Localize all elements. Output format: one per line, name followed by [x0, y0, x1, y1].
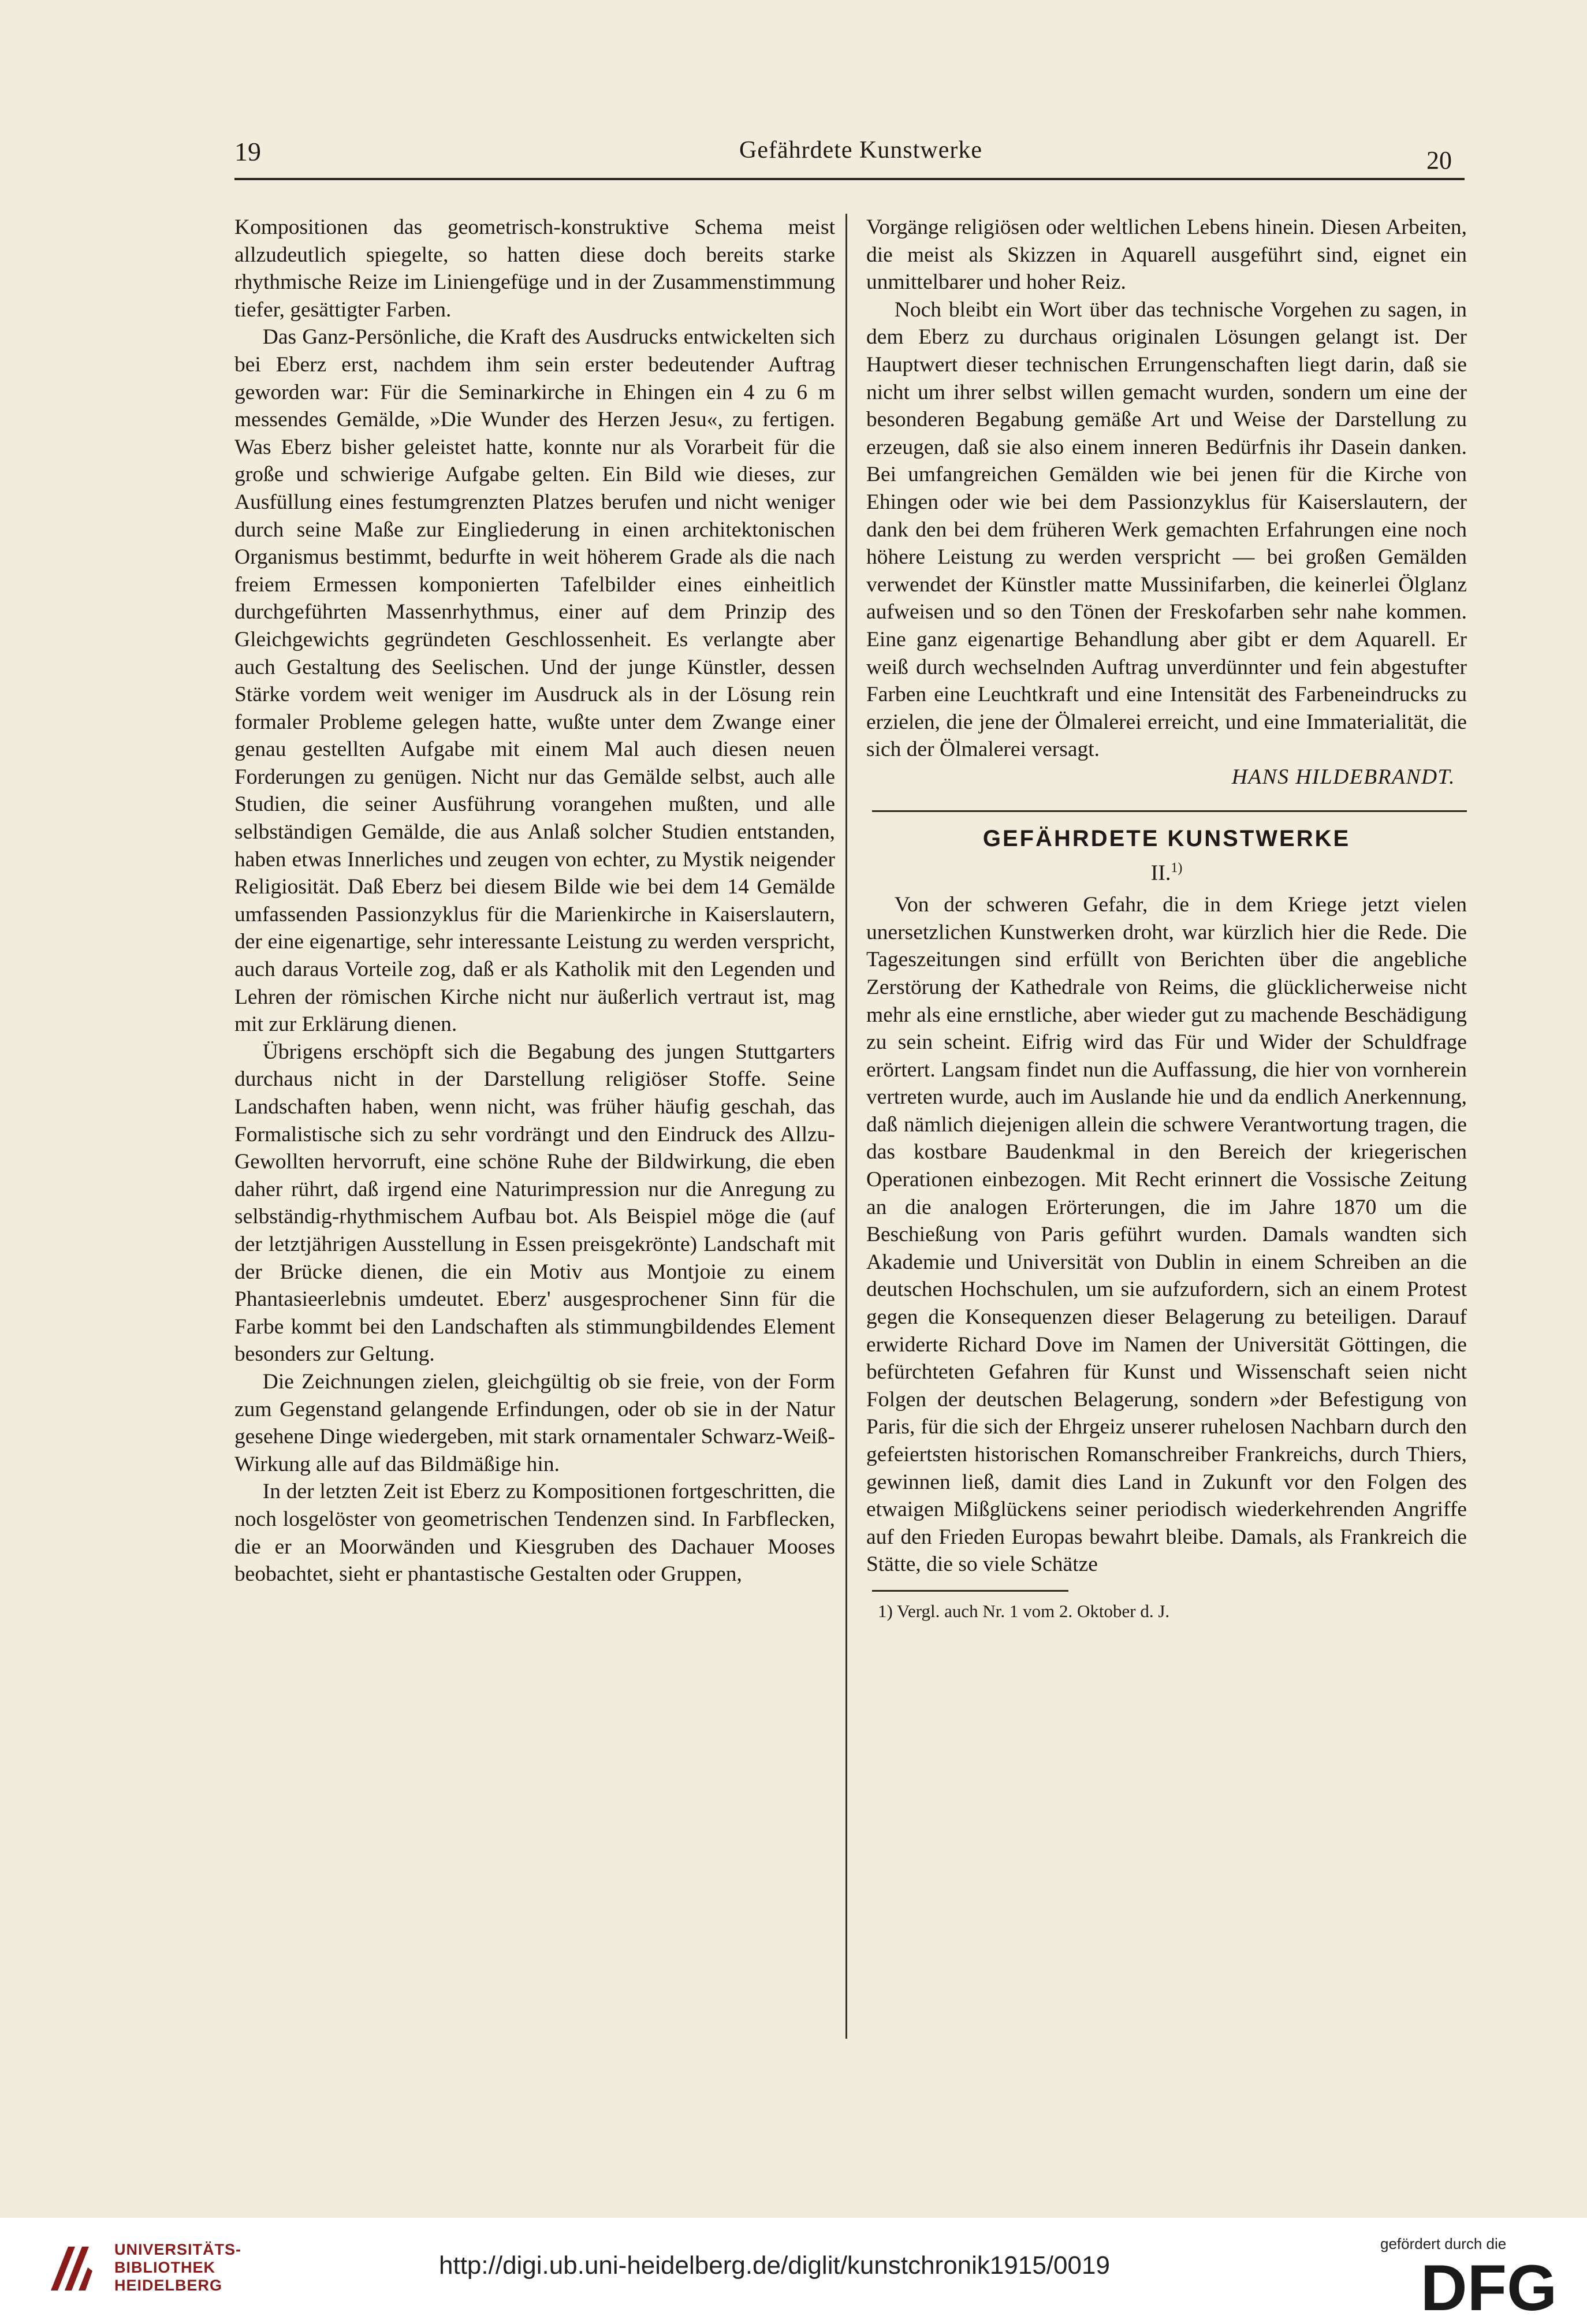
running-title: Gefährdete Kunstwerke [739, 137, 982, 163]
column-divider [845, 214, 847, 2039]
dfg-logo-text: DFG [1420, 2259, 1558, 2315]
library-name-line: BIBLIOTHEK [114, 2259, 215, 2276]
author-signature: HANS HILDEBRANDT. [1231, 765, 1455, 789]
paragraph: Die Zeichnungen zielen, gleichgültig ob sie freie, von der Form zum Gegenstand gelangende Erfindungen, oder ob sie in der Natur gesehene Dinge wiedergeben, mit stark ornamentaler Schwarz-Weiß-Wirkung alle auf das Bildmäßige hin. [234, 1369, 835, 1476]
header-rule [234, 178, 1465, 180]
page-number-left: 19 [234, 137, 261, 166]
footnote: 1) Vergl. auch Nr. 1 vom 2. Oktober d. J. [878, 1600, 1170, 1621]
section-rule [872, 810, 1467, 812]
section-heading: GEFÄHRDETE KUNSTWERKE [982, 826, 1351, 852]
paragraph: Vorgänge religiösen oder weltlichen Lebens hinein. Diesen Arbeiten, die meist als Skizzen in Aquarell ausgeführt sind, eignet ein unmittelbarer und hoher Reiz. [866, 215, 1467, 295]
page-content [214, 133, 1473, 2189]
footnote-rule [872, 1590, 1068, 1592]
paragraph: Von der schweren Gefahr, die in dem Kriege jetzt vielen unersetzlichen Kunstwerken droht, war kürzlich hier die Rede. Die Tageszeitungen sind erfüllt von Berichten über die angebliche Zerstörung der Kathedrale von Reims, die glücklicherweise nicht mehr als eine ernstliche, aber wieder gut zu machende Beschädigung zu sein scheint. Eifrig wird das Für und Wider der Schuldfrage erörtert. Langsam findet nun die Auffassung, die hier von vornherein vertreten wurde, auch im Auslande hie und da endlich Anerkennung, daß nämlich diejenigen allein die schwere Verantwortung tragen, die das kostbare Baudenkmal in den Bereich der kriegerischen Operationen einbezogen. Mit Recht erinnert die Vossische Zeitung an die analogen Erörterungen, die im Jahre 1870 um die Beschießung von Paris geführt wurden. Damals wandten sich Akademie und Universität von Dublin in einem Schreiben an die deutschen Hochschulen, um sie aufzufordern, sich an einem Protest gegen die Konsequenzen dieser Belagerung zu beteiligen. Darauf erwiderte Richard Dove im Namen der Universität Göttingen, die befürchteten Gefahren für Kunst und Wissenschaft seien nicht Folgen der deutschen Belagerung, sondern »der Befestigung von Paris, für die sich der Ehrgeiz unserer ruhelosen Nachbarn durch den gefeiertsten historischen Romanschreiber Frankreichs, durch Thiers, gewinnen ließ, damit dies Land in Zukunft vor den Folgen des etwaigen Mißglückens seiner periodisch wiederkehrenden Angriffe auf den Frieden Europas bewahrt bleibe. Damals, als Frankreich die Stätte, die so viele Schätze [866, 893, 1467, 1577]
ub-heidelberg-logo-icon [45, 2241, 100, 2296]
right-column [866, 214, 1467, 1623]
footnote-marker: 1) [1171, 861, 1183, 876]
source-url-link[interactable]: http://digi.ub.uni-heidelberg.de/diglit/kunstchronik1915/0019 [439, 2251, 1110, 2280]
library-name-line: HEIDELBERG [114, 2277, 223, 2294]
page-number-right: 20 [1426, 146, 1452, 174]
footer [0, 2218, 1587, 2324]
library-name-line: UNIVERSITÄTS- [114, 2241, 242, 2258]
paragraph: Kompositionen das geometrisch-konstruktive Schema meist allzudeutlich spiegelte, so hatten diese doch bereits starke rhythmische Reize im Liniengefüge und in der Zusammenstimmung tiefer, gesättigter Farben. [234, 215, 835, 322]
library-name [114, 2241, 241, 2295]
running-head [214, 133, 1473, 196]
section-number-text: II. [1150, 861, 1171, 886]
paragraph: Übrigens erschöpft sich die Begabung des jungen Stuttgarters durchaus nicht in der Darstellung religiöser Stoffe. Seine Landschaften haben, wenn nicht, was früher häufig geschah, das Formalistische sich zu sehr vordrängt und den Eindruck des Allzu-Gewollten hervorruft, eine schöne Ruhe der Bildwirkung, die eben daher rührt, daß irgend eine Naturimpression nur die Anregung zu selbständig-rhythmischem Aufbau bot. Als Beispiel möge die (auf der letztjährigen Ausstellung in Essen preisgekrönte) Landschaft mit der Brücke dienen, die ein Motiv aus Montjoie zu einem Phantasieerlebnis umdeutet. Eberz' ausgesprochener Sinn für die Farbe kommt bei den Landschaften als stimmungbildendes Element besonders zur Geltung. [234, 1040, 835, 1366]
dfg-logo-icon [1409, 2259, 1569, 2315]
paragraph: Das Ganz-Persönliche, die Kraft des Ausdrucks entwickelten sich bei Eberz erst, nachdem ihm sein erster bedeutender Auftrag geworden war: Für die Seminarkirche in Ehingen ein 4 zu 6 m messendes Gemälde, »Die Wunder des Herzen Jesu«, zu fertigen. Was Eberz bisher geleistet hatte, konnte nur als Vorarbeit für die große und schwierige Aufgabe gelten. Ein Bild wie dieses, zur Ausfüllung eines festumgrenzten Platzes berufen und nicht weniger durch seine Maße zur Eingliederung in einen architektonischen Organismus bestimmt, bedurfte in weit höherem Grade als die nach freiem Ermessen komponierten Tafelbilder eines einheitlich durchgeführten Massenrhythmus, einer auf dem Prinzip des Gleichgewichts gegründeten Geschlossenheit. Es verlangte aber auch Gestaltung des Seelischen. Und der junge Künstler, dessen Stärke vordem weit weniger im Ausdruck als in der Lösung rein formaler Probleme gelegen hatte, wußte unter dem Zwange einer genau gestellten Aufgabe mit einem Mal auch diesen neuen Forderungen zu genügen. Nicht nur das Gemälde selbst, auch alle Studien, die seiner Ausführung vorangehen mußten, und alle selbständigen Gemälde, die aus Anlaß solcher Studien entstanden, haben etwas Innerliches und zeugen von echter, zu Mystik neigender Religiosität. Daß Eberz bei diesem Bilde wie bei dem 14 Gemälde umfassenden Passionzyklus für die Marienkirche in Kaiserslautern, der eine eigenartige, sehr interessante Leistung zu werden verspricht, auch daraus Vorteile zog, daß er als Katholik mit den Legenden und Lehren der römischen Kirche nicht nur äußerlich vertraut ist, mag mit zur Erklärung dienen. [234, 325, 835, 1037]
paragraph: Noch bleibt ein Wort über das technische Vorgehen zu sagen, in dem Eberz zu durchaus originalen Lösungen gelangt ist. Der Hauptwert dieser technischen Errungenschaften liegt darin, daß sie nicht um ihrer selbst willen gemacht wurden, sondern um eine der besonderen Begabung gemäße Art und Weise der Darstellung zu erzeugen, daß sie also einem inneren Bedürfnis ihr Dasein danken. Bei umfangreichen Gemälden wie bei jenen für die Kirche von Ehingen oder wie bei dem Passionzyklus für Kaiserslautern, der dank den bei dem früheren Werk gemachten Erfahrungen eine noch höhere Leistung zu werden verspricht — bei großen Gemälden verwendet der Künstler matte Mussinifarben, die keinerlei Ölglanz aufweisen und so den Tönen der Freskofarben sehr nahe kommen. Eine ganz eigenartige Behandlung aber gibt er dem Aquarell. Er weiß durch wechselnden Auftrag unverdünnter und fein abgestufter Farben eine Leuchtkraft und eine Intensität des Farbeneindrucks zu erzielen, die jene der Ölmalerei erreicht, und eine Immaterialität, die sich der Ölmalerei versagt. [866, 297, 1467, 762]
paragraph: In der letzten Zeit ist Eberz zu Kompositionen fortgeschritten, die noch losgelöster von geometrischen Tendenzen sind. In Farbflecken, die er an Moorwänden und Kiesgruben des Dachauer Mooses beobachtet, sieht er phantastische Gestalten oder Gruppen, [234, 1480, 835, 1586]
left-column [234, 214, 835, 1588]
funded-by-label: gefördert durch die [1380, 2235, 1507, 2252]
section-number [866, 854, 1467, 888]
